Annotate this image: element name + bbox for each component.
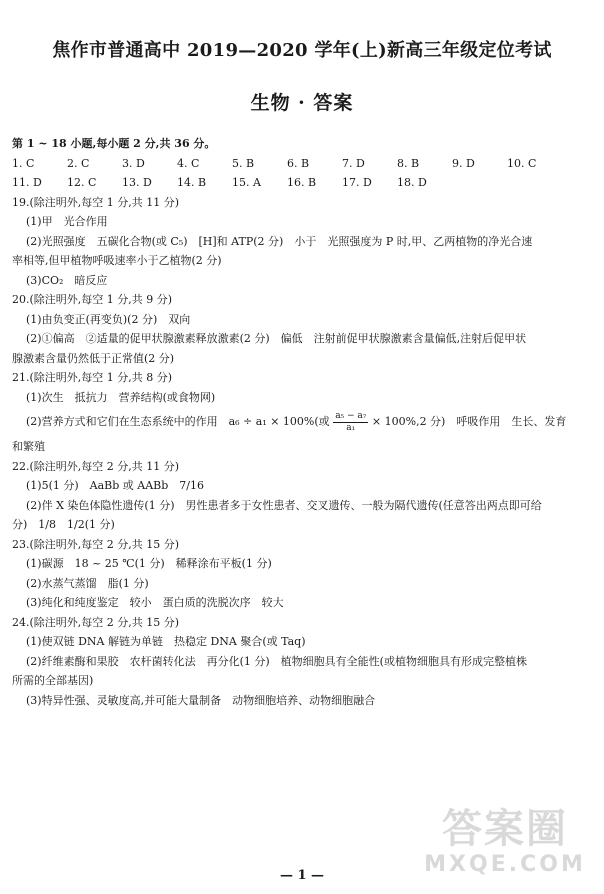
mc-answer: 11. D (12, 176, 42, 189)
page-title: 焦作市普通高中 2019—2020 学年(上)新高三年级定位考试 (52, 40, 552, 61)
mc-answer: 8. B (397, 156, 420, 170)
mc-answer: 9. D (452, 156, 475, 170)
q24-header: 24.(除注明外,每空 2 分,共 15 分) (12, 615, 180, 629)
fraction (333, 411, 368, 434)
q23-answer-3: (3)纯化和纯度鉴定 较小 蛋白质的洗脱次序 较大 (26, 596, 284, 609)
q23-answer-1: (1)碳源 18 ~ 25 ℃(1 分) 稀释涂布平板(1 分) (26, 557, 272, 570)
q24-answer-3: (3)特异性强、灵敏度高,并可能大量制备 动物细胞培养、动物细胞融合 (26, 693, 376, 707)
q22-answer-1: (1)5(1 分) AaBb 或 AABb 7/16 (26, 479, 204, 492)
q21-answer-2-cont: 和繁殖 (12, 440, 45, 453)
mc-answer: 5. B (232, 156, 255, 170)
page-subtitle: 生物 · 答案 (250, 92, 354, 114)
q19-header: 19.(除注明外,每空 1 分,共 11 分) (12, 195, 180, 209)
q19-answer-2-cont: 率相等,但甲植物呼吸速率小于乙植物(2 分) (12, 254, 222, 267)
q22-answer-2-cont: 分) 1/8 1/2(1 分) (12, 518, 115, 531)
mc-row-1 (12, 154, 598, 174)
mc-answer: 18. D (397, 176, 427, 189)
q21-answer-2 (12, 407, 598, 437)
mc-answer: 6. B (287, 156, 310, 170)
mc-answer: 17. D (342, 176, 372, 189)
mc-answer: 15. A (232, 176, 261, 189)
q24-answer-2: (2)纤维素酶和果胶 农杆菌转化法 再分化(1 分) 植物细胞具有全能性(或植物细胞具有形成完整植株 (26, 654, 527, 668)
mc-answer: 16. B (287, 176, 317, 189)
mc-answer: 13. D (122, 176, 152, 189)
mc-row-2 (12, 173, 598, 193)
q21-answer-2-tail: × 100%,2 分) 呼吸作用 生长、发育 (371, 415, 567, 428)
mc-answer: 12. C (67, 176, 97, 189)
q21-answer-2-text: (2)营养方式和它们在生态系统中的作用 a₆ ÷ a₁ × 100%(或 (26, 415, 330, 428)
mc-answer: 7. D (342, 156, 365, 170)
watermark-line-1: 答案圈 (442, 806, 568, 852)
mc-answer: 14. B (177, 176, 207, 189)
q20-answer-2-cont: 腺激素含量仍然低于正常值(2 分) (12, 351, 175, 365)
q22-answer-2: (2)伴 X 染色体隐性遗传(1 分) 男性患者多于女性患者、交叉遗传、一般为隔代遗传(任意答出两点即可给 (26, 498, 542, 512)
mc-intro: 第 1 ~ 18 小题,每小题 2 分,共 36 分。 (12, 137, 216, 150)
q20-answer-1: (1)由负变正(再变负)(2 分) 双向 (26, 312, 191, 326)
q23-header: 23.(除注明外,每空 2 分,共 15 分) (12, 537, 180, 551)
q22-header: 22.(除注明外,每空 2 分,共 11 分) (12, 459, 180, 473)
answer-body (12, 134, 598, 710)
fraction-denominator: a₁ (346, 422, 356, 433)
watermark-line-2: MXQE.COM (424, 852, 586, 877)
q24-answer-2-cont: 所需的全部基因) (12, 674, 94, 687)
q23-answer-2: (2)水蒸气蒸馏 脂(1 分) (26, 576, 149, 590)
page-number: — 1 — (279, 868, 325, 883)
q21-header: 21.(除注明外,每空 1 分,共 8 分) (12, 371, 173, 384)
q24-answer-1: (1)使双链 DNA 解链为单链 热稳定 DNA 聚合(或 Taq) (26, 635, 306, 648)
q21-answer-1: (1)次生 抵抗力 营养结构(或食物网) (26, 390, 216, 404)
mc-answer: 1. C (12, 156, 35, 170)
q19-answer-2: (2)光照强度 五碳化合物(或 C₅) [H]和 ATP(2 分) 小于 光照强度为 P 时,甲、乙两植物的净光合速 (26, 234, 533, 248)
mc-answer: 10. C (507, 156, 537, 170)
mc-answer: 3. D (122, 156, 145, 170)
fraction-numerator: a₅ − a₇ (335, 410, 367, 421)
q19-answer-1: (1)甲 光合作用 (26, 215, 108, 228)
q19-answer-3: (3)CO₂ 暗反应 (26, 273, 108, 287)
q20-header: 20.(除注明外,每空 1 分,共 9 分) (12, 293, 173, 306)
mc-answer: 2. C (67, 156, 90, 170)
mc-answer: 4. C (177, 156, 200, 170)
q20-answer-2: (2)①偏高 ②适量的促甲状腺激素释放激素(2 分) 偏低 注射前促甲状腺激素含量偏低,注射后促甲状 (26, 332, 527, 345)
